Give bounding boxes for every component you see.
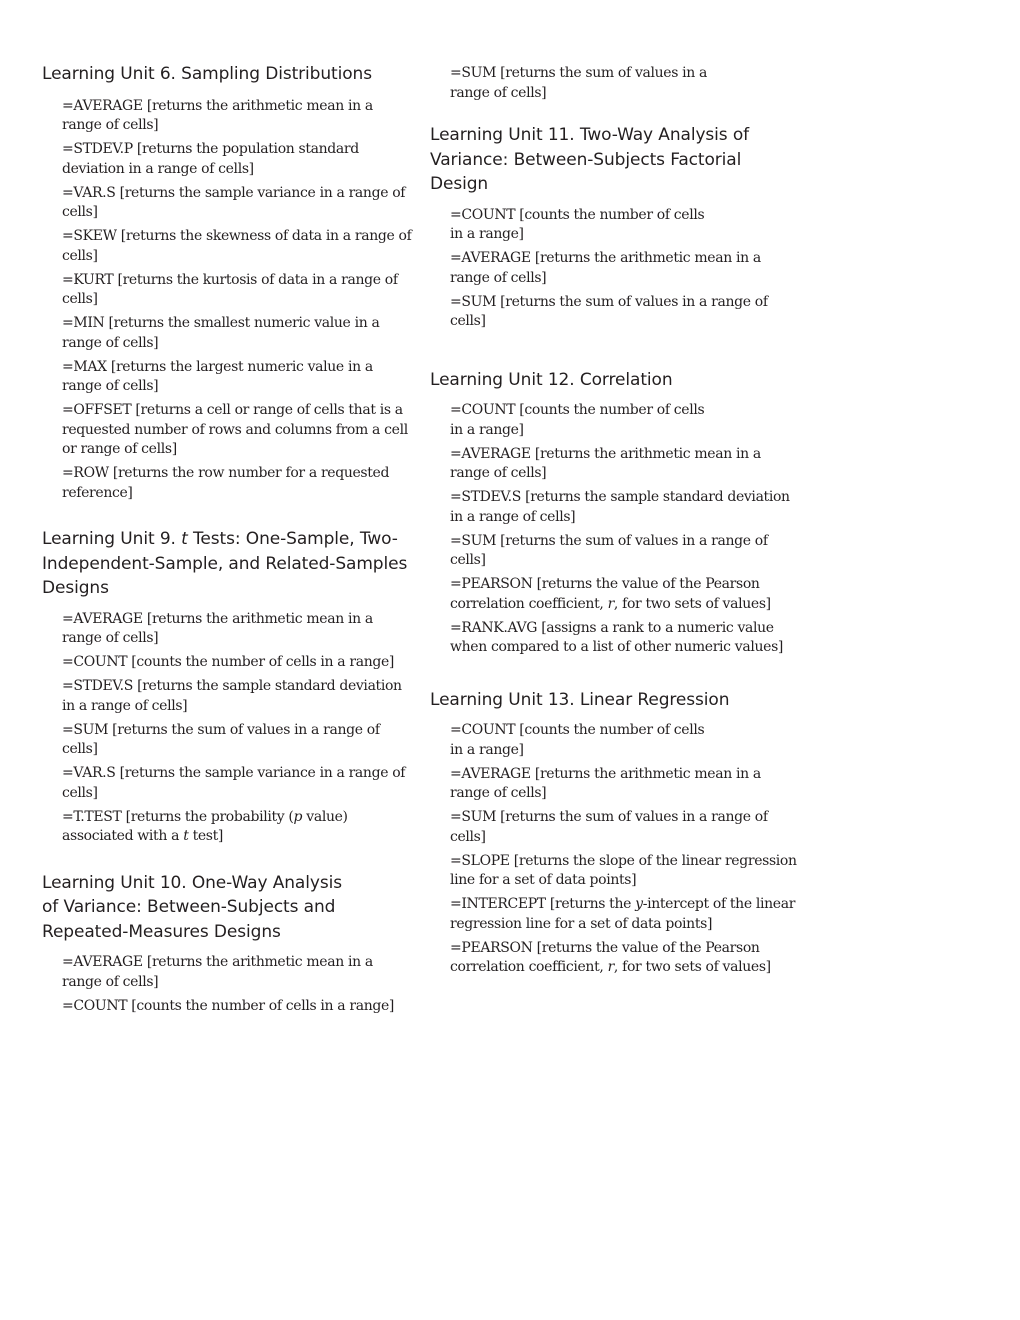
pearson-text-a: =PEARSON [returns the value of the Pearson correlation coefficient,	[450, 576, 760, 612]
unit-9-heading-italic: t	[181, 529, 188, 549]
intercept-text-a: =INTERCEPT [returns the	[450, 896, 636, 912]
unit-10-continued-function-list	[430, 64, 802, 103]
function-item-intercept	[450, 895, 802, 934]
unit-9-heading-suffix: Tests: One-Sample, Two-Independent-Sample, and Related-Samples Designs	[42, 529, 408, 598]
unit-10-section	[42, 871, 414, 1017]
function-item: =SLOPE [returns the slope of the linear regression line for a set of data points]	[450, 852, 797, 888]
function-item-pearson	[450, 575, 802, 614]
pearson-text-b: r	[607, 595, 614, 612]
intercept-text-b: y	[635, 896, 643, 912]
unit-6-function-list	[42, 97, 414, 504]
ttest-text-c: value) associated with a	[62, 808, 348, 844]
unit-9-section	[42, 527, 414, 847]
function-item: =SUM [returns the sum of values in a range of cells]	[450, 65, 708, 101]
function-item: =VAR.S [returns the sample variance in a range of cells]	[62, 765, 406, 801]
function-item: =SUM [returns the sum of values in a range of cells]	[450, 532, 768, 568]
unit-9-heading-prefix: Learning Unit 9.	[42, 529, 182, 549]
function-item: =COUNT [counts the number of cells in a range]	[450, 722, 705, 758]
function-item: =AVERAGE [returns the arithmetic mean in a range of cells]	[450, 765, 761, 801]
function-item-pearson	[450, 939, 802, 978]
pearson-text-c: , for two sets of values]	[613, 595, 771, 612]
function-item: =AVERAGE [returns the arithmetic mean in a range of cells]	[450, 250, 761, 286]
function-item: =AVERAGE [returns the arithmetic mean in a range of cells]	[62, 610, 373, 646]
unit-10-continued-section	[430, 64, 802, 103]
left-column	[42, 62, 414, 1040]
ttest-text-a: =T.TEST [returns the probability (	[62, 808, 294, 825]
function-item: =SUM [returns the sum of values in a range of cells]	[62, 721, 380, 757]
function-item: =MAX [returns the largest numeric value in a range of cells]	[62, 358, 373, 394]
intercept-text-c: -intercept of the linear regression line for a set of data points]	[450, 896, 796, 932]
function-item: =VAR.S [returns the sample variance in a range of cells]	[62, 184, 406, 220]
function-item: =AVERAGE [returns the arithmetic mean in a range of cells]	[450, 445, 761, 481]
function-item: =AVERAGE [returns the arithmetic mean in a range of cells]	[62, 97, 373, 133]
function-item: =STDEV.S [returns the sample standard deviation in a range of cells]	[450, 489, 790, 525]
function-item: =KURT [returns the kurtosis of data in a range of cells]	[62, 271, 398, 307]
ttest-text-d: t	[183, 828, 189, 844]
right-column	[430, 64, 802, 1002]
unit-11-function-list	[430, 206, 802, 332]
unit-10-heading: Learning Unit 10. One-Way Analysis of Variance: Between-Subjects and Repeated-Measures Designs	[42, 872, 342, 942]
function-item: =AVERAGE [returns the arithmetic mean in a range of cells]	[62, 954, 373, 990]
unit-13-heading: Learning Unit 13. Linear Regression	[430, 689, 730, 710]
function-item: =STDEV.P [returns the population standard deviation in a range of cells]	[62, 141, 359, 177]
unit-9-function-list	[42, 610, 414, 847]
function-item: =OFFSET [returns a cell or range of cells that is a requested number of rows and columns from a cell or range of cells]	[62, 402, 408, 457]
pearson-text-c: , for two sets of values]	[613, 959, 771, 975]
unit-12-function-list	[430, 401, 802, 658]
unit-13-section	[430, 688, 802, 978]
function-item: =RANK.AVG [assigns a rank to a numeric value when compared to a list of other numeric values]	[450, 619, 784, 655]
function-item: =ROW [returns the row number for a requested reference]	[62, 465, 390, 501]
function-item-ttest	[62, 808, 414, 847]
unit-12-heading: Learning Unit 12. Correlation	[430, 369, 673, 390]
unit-11-section	[430, 123, 802, 332]
ttest-text-e: test]	[188, 828, 224, 844]
unit-10-function-list	[42, 953, 414, 1016]
unit-6-section	[42, 62, 414, 503]
function-item: =COUNT [counts the number of cells in a range]	[450, 402, 705, 438]
function-item: =COUNT [counts the number of cells in a range]	[62, 654, 395, 670]
unit-9-heading	[42, 527, 414, 601]
function-item: =SUM [returns the sum of values in a range of cells]	[450, 809, 768, 845]
function-item: =SUM [returns the sum of values in a range of cells]	[450, 293, 768, 329]
function-item: =MIN [returns the smallest numeric value in a range of cells]	[62, 315, 380, 351]
unit-11-heading: Learning Unit 11. Two-Way Analysis of Variance: Between-Subjects Factorial Design	[430, 125, 750, 194]
function-item: =STDEV.S [returns the sample standard deviation in a range of cells]	[62, 678, 402, 714]
unit-13-function-list	[430, 721, 802, 978]
ttest-text-b: p	[293, 808, 303, 825]
function-item: =COUNT [counts the number of cells in a range]	[62, 997, 395, 1014]
unit-12-section	[430, 368, 802, 658]
pearson-text-b: r	[607, 959, 614, 975]
unit-6-heading: Learning Unit 6. Sampling Distributions	[42, 64, 372, 84]
function-item: =COUNT [counts the number of cells in a range]	[450, 206, 705, 242]
pearson-text-a: =PEARSON [returns the value of the Pearson correlation coefficient,	[450, 939, 760, 975]
function-item: =SKEW [returns the skewness of data in a range of cells]	[62, 228, 412, 264]
